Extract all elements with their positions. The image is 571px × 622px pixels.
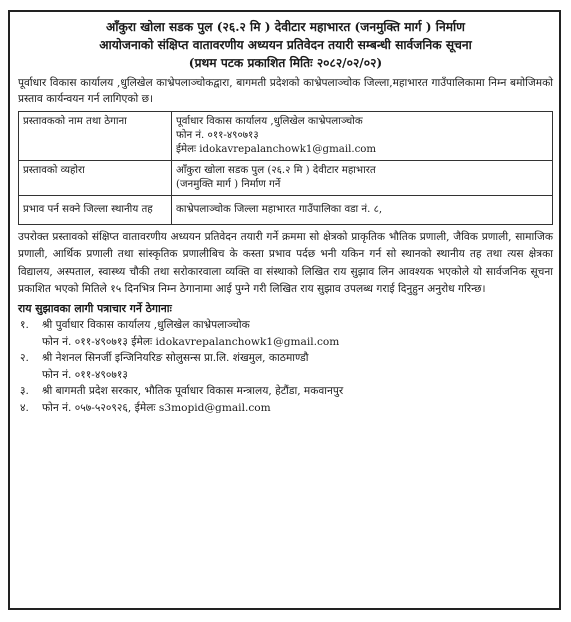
- list-item: [18, 400, 553, 417]
- list-number: १.: [20, 319, 29, 332]
- address-line: श्री पुर्वाधार विकास कार्यालय ,धुलिखेल काभ्रेपलाञ्चोक: [42, 319, 250, 332]
- table-value-line: आँकुरा खोला सडक पुल (२६.२ मि ) देवीटार महाभारत: [176, 165, 376, 176]
- address-line: फोन नं. ०५७-५२०९२६, ईमेलः s3mopid@gmail.com: [42, 401, 271, 414]
- table-value-line: काभ्रेपलाञ्चोक जिल्ला महाभारत गाउँपालिका वडा नं. ८,: [176, 204, 383, 215]
- table-row: [19, 112, 553, 161]
- list-number: २.: [20, 352, 29, 365]
- table-value-line: फोन नं. ०११-४९०७१३: [176, 130, 259, 141]
- table-value-line: ईमेलः idokavrepalanchowk1@gmail.com: [176, 144, 377, 155]
- address-list: [18, 317, 553, 416]
- address-line: श्री नेशनल सिनर्जी इन्जिनियरिङ सोलुसन्स प्रा.लि. शंखमुल, काठमाण्डौ: [42, 352, 309, 365]
- notice-content: [18, 18, 553, 416]
- table-value: [172, 112, 553, 161]
- list-item-body: [42, 317, 339, 350]
- address-heading: राय सुझावका लागी पत्राचार गर्ने ठेगानाः: [18, 302, 172, 316]
- proposal-table: [18, 111, 553, 225]
- table-label: प्रभाव पर्न सक्ने जिल्ला स्थानीय तह: [19, 196, 172, 225]
- list-item-body: [42, 350, 308, 383]
- table-value: [172, 196, 553, 225]
- title-line: आयोजनाको संक्षिप्त वातावरणीय अध्ययन प्रतिवेदन तयारी सम्बन्धी सार्वजनिक सूचना: [99, 38, 472, 52]
- address-line: श्री बागमती प्रदेश सरकार, भौतिक पूर्वाधार विकास मन्त्रालय, हेटौंडा, मकवानपुर: [42, 385, 344, 398]
- list-item: [18, 383, 553, 400]
- body-paragraph: उपरोक्त प्रस्तावको संक्षिप्त वातावरणीय अध्ययन प्रतिवेदन तयारी गर्ने क्रममा सो क्षेत्रको प्राकृतिक भौतिक प्रणाली, जैविक प्रणाली, सामाजिक प्रणाली, आर्थिक प्रणाली तथा सांस्कृतिक प्रणालीबिच के कस्ता प्रभाव पर्दछ भनी यकिन गर्न सो स्थानको स्थानीय तह तथा त्यस क्षेत्रका विद्यालय, अस्पताल, स्वास्थ्य चौकी तथा सरोकारवाला व्यक्ति वा संस्थाको लिखित राय सुझाव लिन आवश्यक भएकोले यो सार्वजनिक सूचना प्रकाशित भएको मितिले १५ दिनभित्र निम्न ठेगानामा आई पुग्ने गरी लिखित राय सुझाव उपलब्ध गराई दिनुहुन अनुरोध गरिन्छ।: [18, 231, 553, 295]
- table-value-line: पूर्वाधार विकास कार्यालय ,धुलिखेल काभ्रेपलाञ्चोक: [176, 116, 363, 127]
- list-item-body: [42, 400, 271, 417]
- list-item: [18, 317, 553, 350]
- list-number: ३.: [20, 385, 29, 398]
- table-value-line: (जनमुक्ति मार्ग ) निर्माण गर्ने: [176, 179, 281, 190]
- address-line: फोन नं. ०११-४९०७१३: [42, 368, 128, 381]
- list-item: [18, 350, 553, 383]
- title-line: आँकुरा खोला सडक पुल (२६.२ मि ) देवीटार महाभारत (जनमुक्ति मार्ग ) निर्माण: [106, 20, 465, 34]
- list-item-body: [42, 383, 343, 400]
- table-label: प्रस्तावको व्यहोरा: [19, 161, 172, 196]
- table-label: प्रस्तावकको नाम तथा ठेगाना: [19, 112, 172, 161]
- address-line: फोन नं. ०११-४९०७१३ ईमेलः idokavrepalanchowk1@gmail.com: [42, 335, 340, 348]
- list-number: ४.: [20, 401, 29, 414]
- table-value: [172, 161, 553, 196]
- intro-paragraph: पूर्वाधार विकास कार्यालय ,धुलिखेल काभ्रेपलाञ्चोकद्वारा, बागमती प्रदेशको काभ्रेपलाञ्चोक जिल्ला,महाभारत गाउँपालिकामा निम्न बमोजिमको प्रस्ताव कार्यन्वयन गर्न लागिएको छ।: [18, 77, 553, 105]
- title-line-publish-date: (प्रथम पटक प्रकाशित मितिः २०८२/०२/०२): [188, 56, 383, 70]
- notice-title: [18, 18, 553, 72]
- table-row: [19, 196, 553, 225]
- table-row: [19, 161, 553, 196]
- notice-frame: [8, 10, 561, 610]
